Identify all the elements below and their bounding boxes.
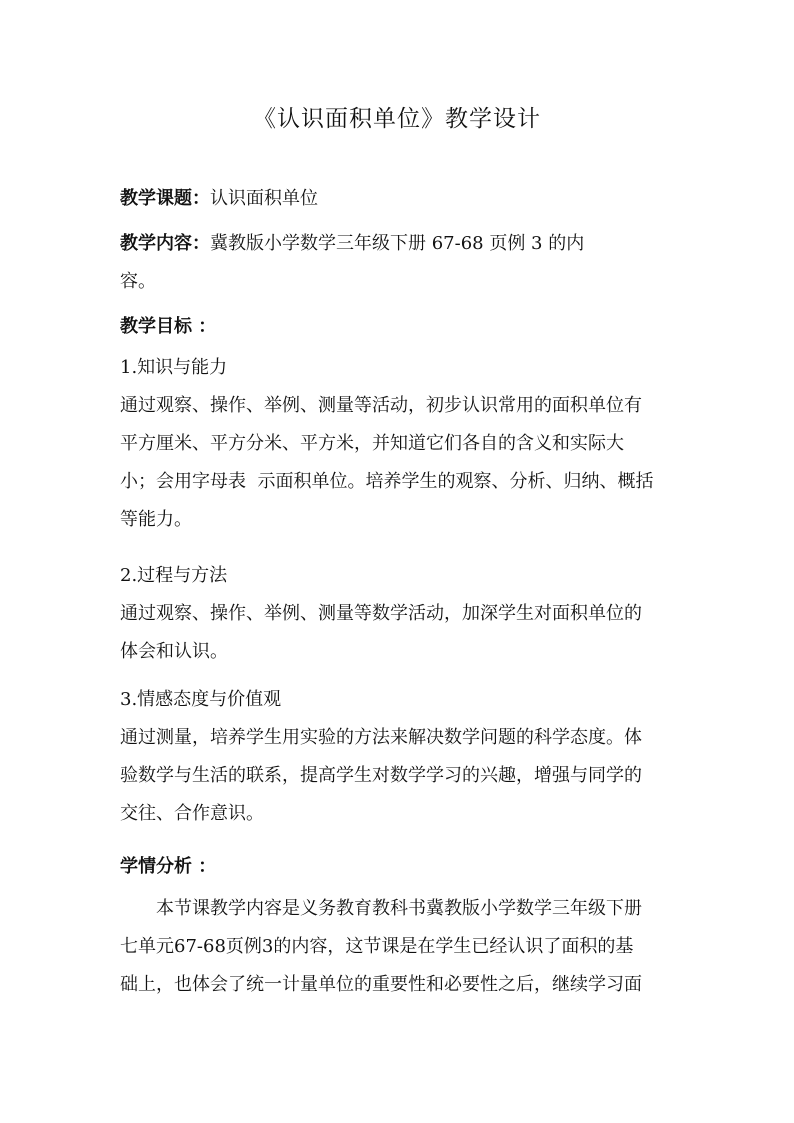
document-title: 《认识面积单位》教学设计 <box>253 106 541 132</box>
topic-value: 认识面积单位 <box>210 188 318 209</box>
paragraph-line: 七单元67-68页例3的内容，这节课是在学生已经认识了面积的基 <box>120 936 634 957</box>
paragraph-line: 本节课教学内容是义务教育教科书冀教版小学数学三年级下册 <box>156 898 642 919</box>
analysis-section <box>120 890 680 1004</box>
goal-process-heading: 2.过程与方法 <box>120 565 228 586</box>
goals-heading: 教学目标 ： <box>120 316 217 337</box>
paragraph-line: 等能力。 <box>120 509 192 530</box>
paragraph-line: 通过观察、操作、举例、测量等活动，初步认识常用的面积单位有 <box>120 395 642 416</box>
content-label: 教学内容： <box>120 233 210 254</box>
paragraph-line: 小；会用字母表 示面积单位。培养学生的观察、分析、归纳、概括 <box>120 471 654 492</box>
paragraph-line: 通过测量，培养学生用实验的方法来解决数学问题的科学态度。体 <box>120 727 642 748</box>
paragraph-line: 验数学与生活的联系，提高学生对数学学习的兴趣，增强与同学的 <box>120 765 642 786</box>
content-section <box>120 225 680 301</box>
goal-emotion-heading: 3.情感态度与价值观 <box>120 689 282 710</box>
paragraph-line: 体会和认识。 <box>120 641 228 662</box>
goal-emotion-section <box>120 681 680 833</box>
goal-knowledge-section <box>120 349 680 539</box>
paragraph-line: 平方厘米、平方分米、平方米，并知道它们各自的含义和实际大 <box>120 433 624 454</box>
paragraph-line: 础上，也体会了统一计量单位的重要性和必要性之后，继续学习面 <box>120 974 642 995</box>
goal-process-section <box>120 557 680 671</box>
paragraph-line: 通过观察、操作、举例、测量等数学活动，加深学生对面积单位的 <box>120 603 642 624</box>
topic-section <box>120 180 680 218</box>
content-value-line-2: 容。 <box>120 271 156 292</box>
content-value-line-1: 冀教版小学数学三年级下册 67-68 页例 3 的内 <box>210 233 585 254</box>
goal-knowledge-heading: 1.知识与能力 <box>120 357 228 378</box>
analysis-heading: 学情分析 ： <box>120 856 217 877</box>
topic-label: 教学课题： <box>120 188 210 209</box>
paragraph-line: 交往、合作意识。 <box>120 803 264 824</box>
